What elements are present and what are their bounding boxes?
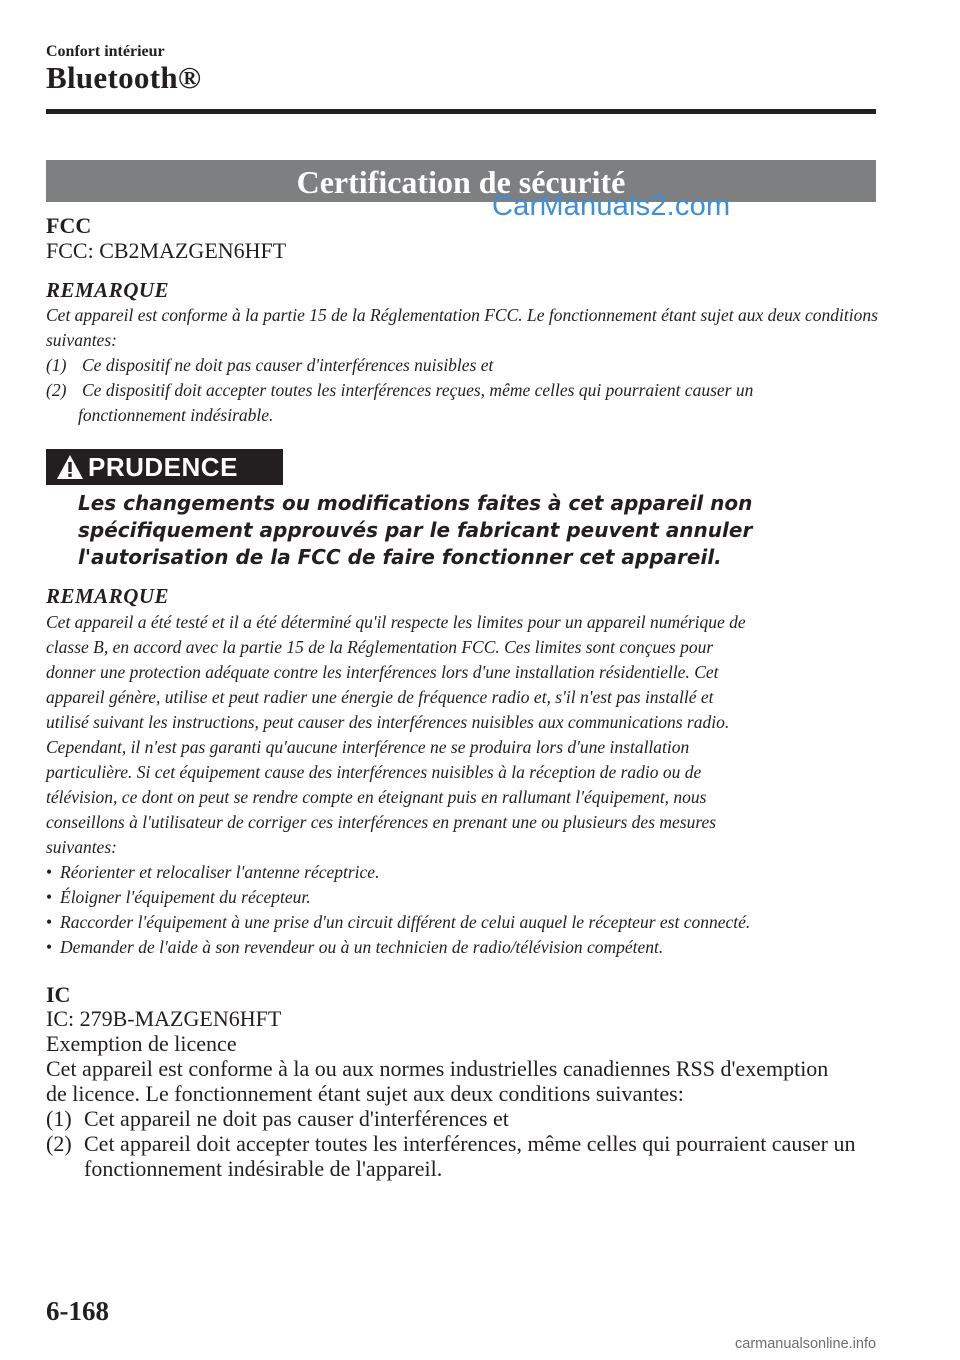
- item-text: Cet appareil doit accepter toutes les interférences, même celles qui pourraient causer un: [84, 1131, 856, 1156]
- banner-title: Certification de sécurité: [46, 160, 876, 202]
- item-text: Ce dispositif doit accepter toutes les interférences reçues, même celles qui pourraient causer un: [82, 380, 754, 400]
- header-rule: [46, 109, 876, 114]
- remark-line: utilisé suivant les instructions, peut causer des interférences nuisibles aux communications radio.: [46, 712, 730, 732]
- watermark: CarManuals2.com: [492, 190, 731, 222]
- remark-line: particulière. Si cet équipement cause des interférences nuisibles à la réception de radio ou de: [46, 762, 702, 782]
- ic-line: Cet appareil est conforme à la ou aux normes industrielles canadiennes RSS d'exemption: [46, 1056, 829, 1081]
- ic-subheading: Exemption de licence: [46, 1031, 237, 1056]
- item-text: Cet appareil ne doit pas causer d'interférences et: [84, 1106, 509, 1131]
- item-number: (2): [46, 380, 67, 400]
- fcc-heading: FCC: [46, 213, 92, 238]
- section-title: Bluetooth®: [46, 60, 202, 95]
- item-continuation: fonctionnement indésirable de l'appareil.: [84, 1156, 443, 1181]
- remark-body: [46, 610, 750, 960]
- remark-title: REMARQUE: [46, 584, 170, 608]
- remark-item: [46, 353, 493, 378]
- footer-site: carmanualsonline.info: [735, 1336, 877, 1352]
- remark-line: classe B, en accord avec la partie 15 de la Réglementation FCC. Ces limites sont conçues pour: [46, 637, 714, 657]
- item-number: (2): [46, 1131, 72, 1156]
- item-number: (1): [46, 355, 67, 375]
- remark-line: télévision, ce dont on peut se rendre compte en éteignant puis en rallumant l'équipement, nous: [46, 787, 707, 807]
- remark-line: appareil génère, utilise et peut radier une énergie de fréquence radio et, s'il n'est pas installé et: [46, 687, 714, 707]
- ic-id: IC: 279B-MAZGEN6HFT: [46, 1006, 282, 1031]
- remark-line: Cependant, il n'est pas garanti qu'aucune interférence ne se produira lors d'une installation: [46, 737, 690, 757]
- chapter-title: Confort intérieur: [46, 43, 165, 60]
- bullet-item: • Raccorder l'équipement à une prise d'un circuit différent de celui auquel le récepteur est connecté.: [46, 910, 750, 935]
- ic-item: [46, 1106, 856, 1131]
- warning-triangle-icon: [56, 454, 84, 480]
- ic-item: [46, 1131, 856, 1156]
- page-number: 6-168: [46, 1296, 109, 1326]
- item-text: Ce dispositif ne doit pas causer d'interférences nuisibles et: [82, 355, 494, 375]
- remark-line: suivantes:: [46, 837, 117, 857]
- remark-item: [46, 378, 753, 403]
- remark-line: donner une protection adéquate contre les interférences lors d'une installation résidentielle. Cet: [46, 662, 719, 682]
- fcc-id: FCC: CB2MAZGEN6HFT: [46, 238, 287, 263]
- ic-body: [46, 1006, 856, 1181]
- remark-intro: Cet appareil est conforme à la partie 15 de la Réglementation FCC. Le fonctionnement étant sujet aux deux conditions suivantes:: [46, 305, 878, 350]
- caution-label: PRUDENCE: [88, 452, 238, 482]
- remark-title: REMARQUE: [46, 278, 170, 302]
- item-continuation: fonctionnement indésirable.: [78, 405, 274, 425]
- remark-line: conseillons à l'utilisateur de corriger ces interférences en prenant une ou plusieurs des mesures: [46, 812, 717, 832]
- item-number: (1): [46, 1106, 72, 1131]
- ic-line: de licence. Le fonctionnement étant sujet aux deux conditions suivantes:: [46, 1081, 684, 1106]
- bullet-item: • Demander de l'aide à son revendeur ou à un technicien de radio/télévision compétent.: [46, 935, 750, 960]
- bullet-item: • Réorienter et relocaliser l'antenne réceptrice.: [46, 860, 750, 885]
- ic-heading: IC: [46, 982, 71, 1007]
- bullet-item: • Éloigner l'équipement du récepteur.: [46, 885, 750, 910]
- caution-text: Les changements ou modifications faites à cet appareil non spécifiquement approuvés par le fabricant peuvent annuler l'autorisation de la FCC de faire fonctionner cet appareil.: [78, 491, 753, 569]
- remark-line: Cet appareil a été testé et il a été déterminé qu'il respecte les limites pour un appareil numérique de: [46, 612, 746, 632]
- caution-label-box: [46, 449, 283, 485]
